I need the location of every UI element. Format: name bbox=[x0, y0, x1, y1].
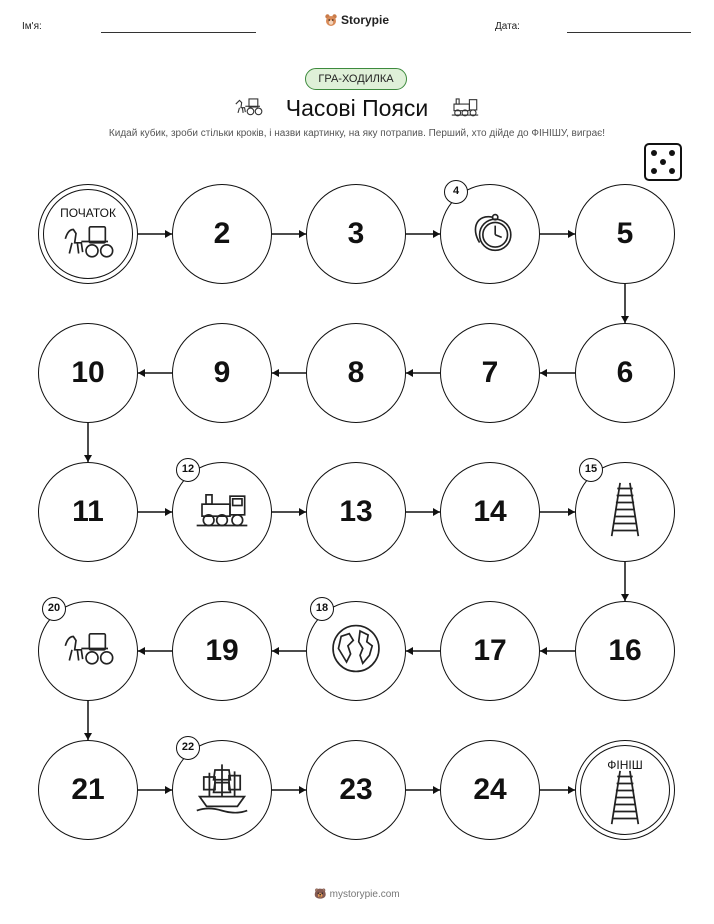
path-arrow bbox=[138, 369, 172, 377]
cell-number-badge: 4 bbox=[444, 180, 468, 204]
path-arrow bbox=[540, 786, 575, 794]
path-arrow bbox=[272, 647, 306, 655]
board-cell-23[interactable] bbox=[306, 740, 406, 840]
cell-number: 7 bbox=[481, 356, 499, 389]
cell-number: 21 bbox=[71, 773, 105, 806]
path-arrow bbox=[406, 508, 440, 516]
board-cell-20[interactable] bbox=[38, 601, 138, 701]
cell-number: 19 bbox=[205, 634, 239, 667]
path-arrow bbox=[138, 786, 172, 794]
cell-number: 2 bbox=[213, 217, 231, 250]
board-cell-3[interactable] bbox=[306, 184, 406, 284]
instructions-text: Кидай кубик, зроби стільки кроків, і назви картинку, на яку потрапив. Перший, хто дійде до ФІНІШУ, виграє! bbox=[108, 128, 606, 139]
board-cell-6[interactable] bbox=[575, 323, 675, 423]
board-cell-13[interactable] bbox=[306, 462, 406, 562]
path-arrow bbox=[84, 701, 92, 740]
path-arrow bbox=[406, 647, 440, 655]
page-title: Часові Пояси bbox=[285, 95, 429, 121]
railroad-track-icon bbox=[605, 769, 645, 830]
cell-number-badge: 20 bbox=[42, 597, 66, 621]
board-cell-12[interactable] bbox=[172, 462, 272, 562]
name-label: Ім'я: bbox=[22, 21, 42, 32]
cell-number: 10 bbox=[71, 356, 105, 389]
board-cell-7[interactable] bbox=[440, 323, 540, 423]
cell-number: 9 bbox=[213, 356, 231, 389]
path-arrow bbox=[84, 423, 92, 462]
brand-name: Storypie bbox=[341, 13, 390, 27]
board-cell-19[interactable] bbox=[172, 601, 272, 701]
path-arrow bbox=[272, 369, 306, 377]
cell-number-badge: 15 bbox=[579, 458, 603, 482]
board-cell-24[interactable] bbox=[440, 740, 540, 840]
cell-number: 8 bbox=[347, 356, 365, 389]
board-cell-4[interactable] bbox=[440, 184, 540, 284]
path-arrow bbox=[540, 230, 575, 238]
board-cell-18[interactable] bbox=[306, 601, 406, 701]
path-arrow bbox=[138, 508, 172, 516]
path-arrow bbox=[406, 369, 440, 377]
cell-number: 13 bbox=[339, 495, 373, 528]
cell-number: 6 bbox=[616, 356, 634, 389]
board-cell-2[interactable] bbox=[172, 184, 272, 284]
railroad-track-icon bbox=[605, 482, 645, 543]
board-cell-22[interactable] bbox=[172, 740, 272, 840]
board-cell-9[interactable] bbox=[172, 323, 272, 423]
cell-number: 5 bbox=[616, 217, 634, 250]
cell-number-badge: 22 bbox=[176, 736, 200, 760]
board-cell-5[interactable] bbox=[575, 184, 675, 284]
board-cell-11[interactable] bbox=[38, 462, 138, 562]
cell-number: 11 bbox=[72, 495, 104, 528]
cell-label: ФІНІШ bbox=[607, 758, 643, 772]
path-arrow bbox=[540, 369, 575, 377]
path-arrow bbox=[138, 647, 172, 655]
board-cell-17[interactable] bbox=[440, 601, 540, 701]
game-type-badge: ГРА-ХОДИЛКА bbox=[305, 68, 407, 90]
bear-mascot-icon: 🐻 bbox=[314, 889, 327, 900]
cell-label: ПОЧАТОК bbox=[60, 206, 116, 220]
path-arrow bbox=[540, 647, 575, 655]
carriage-icon bbox=[60, 629, 116, 674]
cell-number: 3 bbox=[347, 217, 365, 250]
cell-number-badge: 18 bbox=[310, 597, 334, 621]
finish-cell[interactable] bbox=[575, 740, 675, 840]
path-arrow bbox=[272, 786, 306, 794]
path-arrow bbox=[621, 284, 629, 323]
path-arrow bbox=[406, 230, 440, 238]
locomotive-icon bbox=[192, 490, 252, 535]
path-arrow bbox=[138, 230, 172, 238]
board-cell-10[interactable] bbox=[38, 323, 138, 423]
carriage-icon bbox=[60, 221, 116, 266]
board-cell-15[interactable] bbox=[575, 462, 675, 562]
cell-number: 17 bbox=[473, 634, 507, 667]
board-cell-8[interactable] bbox=[306, 323, 406, 423]
board-cell-14[interactable] bbox=[440, 462, 540, 562]
pocket-watch-icon bbox=[464, 209, 516, 260]
cell-number: 16 bbox=[608, 634, 642, 667]
sailing-ship-icon bbox=[194, 762, 250, 819]
path-arrow bbox=[272, 508, 306, 516]
path-arrow bbox=[540, 508, 575, 516]
board-cell-16[interactable] bbox=[575, 601, 675, 701]
footer-url[interactable]: mystorypie.com bbox=[329, 889, 400, 900]
path-arrow bbox=[406, 786, 440, 794]
cell-number: 14 bbox=[473, 495, 507, 528]
board-cell-21[interactable] bbox=[38, 740, 138, 840]
path-arrow bbox=[272, 230, 306, 238]
footer bbox=[0, 889, 714, 900]
cell-number-badge: 12 bbox=[176, 458, 200, 482]
cell-number: 24 bbox=[473, 773, 507, 806]
cell-number: 23 bbox=[339, 773, 373, 806]
path-arrow bbox=[621, 562, 629, 601]
globe-icon bbox=[329, 622, 383, 681]
date-label: Дата: bbox=[495, 21, 520, 32]
start-cell[interactable] bbox=[38, 184, 138, 284]
